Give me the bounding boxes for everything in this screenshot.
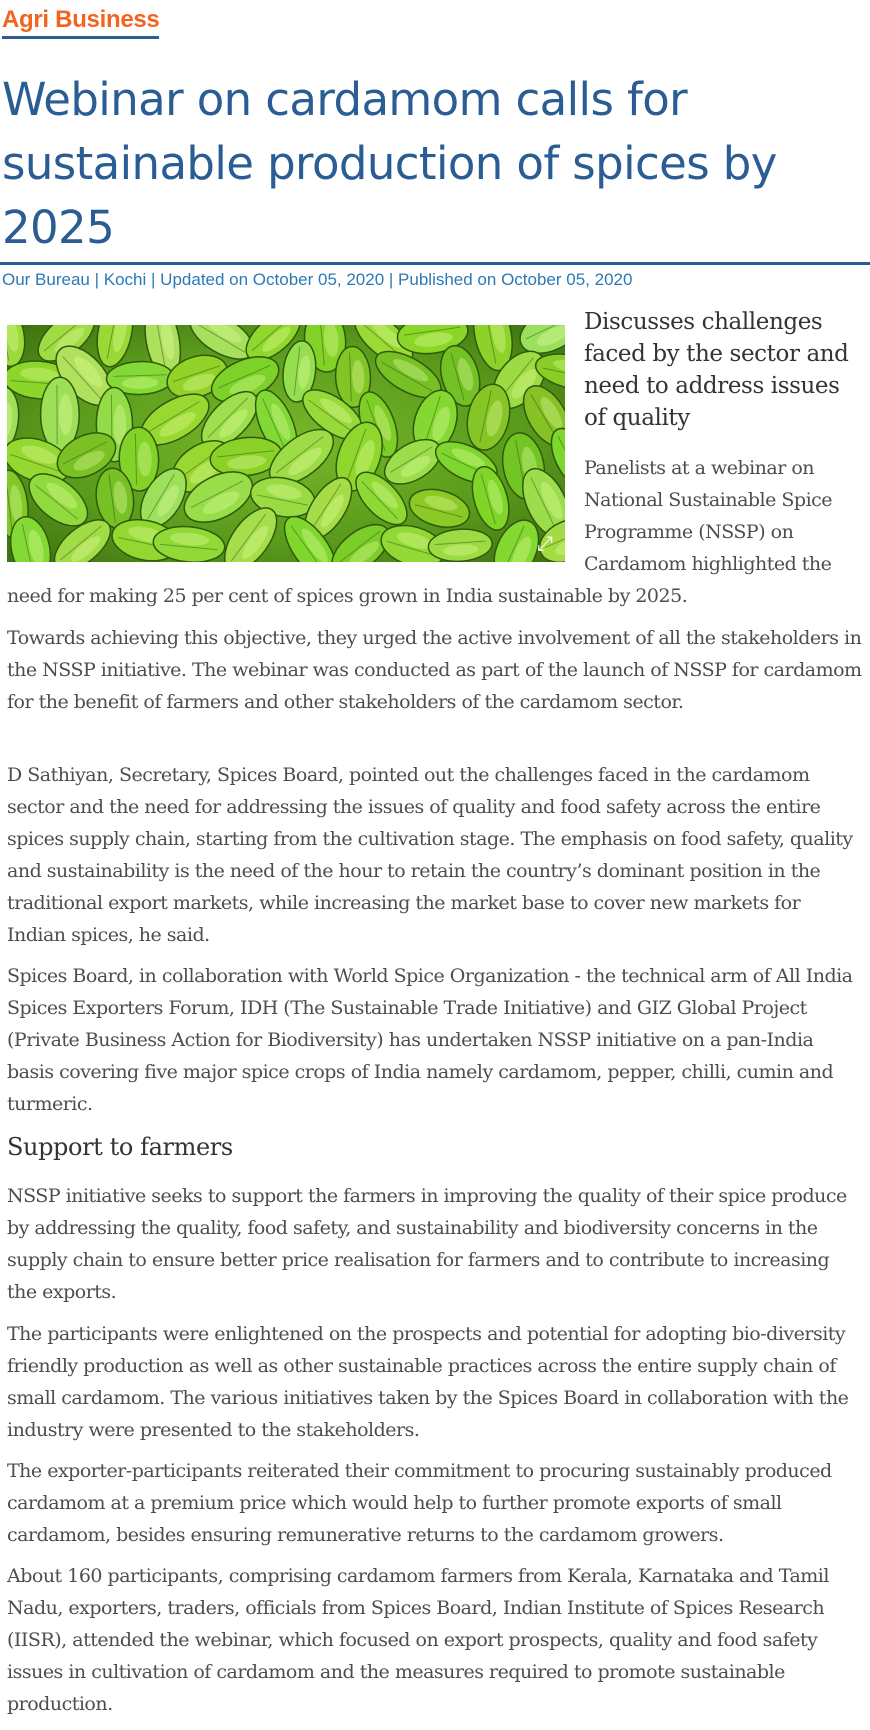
byline-author[interactable]: Our Bureau bbox=[2, 270, 90, 289]
headline-divider bbox=[0, 262, 870, 265]
byline-separator: | bbox=[89, 270, 104, 289]
byline-published: Published on October 05, 2020 bbox=[398, 270, 633, 289]
cardamom-pods-illustration bbox=[7, 325, 565, 562]
article-subhead: Discusses challenges faced by the sector and need to address issues of quality bbox=[584, 309, 849, 431]
byline-separator: | bbox=[384, 270, 399, 289]
section-paragraph: NSSP initiative seeks to support the farmers in improving the quality of their spice produce by addressing the quality, food safety, and sustainability and biodiversity concerns in the supply chain to ensure better price realisation for farmers and to contribute to increasing the exports. bbox=[7, 1185, 847, 1303]
cardamom-pod bbox=[405, 483, 473, 533]
body-paragraph: D Sathiyan, Secretary, Spices Board, pointed out the challenges faced in the cardamom sector and the need for addressing the issues of quality and food safety across the entire spices supply chain, starting from the cultivation stage. The emphasis on food safety, quality and sustainability is the need of the hour to retain the country’s dominant position in the traditional export markets, while increasing the market base to cover new markets for Indian spices, he said. bbox=[7, 764, 853, 946]
category-link[interactable]: Agri Business bbox=[2, 6, 159, 39]
expand-icon[interactable]: ⤢ bbox=[537, 531, 553, 555]
byline-location: Kochi bbox=[103, 270, 147, 289]
cardamom-pod bbox=[427, 527, 493, 562]
lead-paragraph-start: Panelists at a webinar on National Sustainable Spice Programme (NSSP) on Cardamom highlighted the bbox=[584, 457, 833, 575]
section-paragraph: About 160 participants, comprising cardamom farmers from Kerala, Karnataka and Tamil Nadu, exporters, traders, officials from Spices Board, Indian Institute of Spices Research (IISR), attended the webinar, which focused on export prospects, quality and food safety issues in cultivation of cardamom and the measures required to promote sustainable production. bbox=[7, 1565, 829, 1715]
section-paragraph: The exporter-participants reiterated their commitment to procuring sustainably produced cardamom at a premium price which would help to further promote exports of small cardamom, besides ensuring remunerative returns to the cardamom growers. bbox=[7, 1460, 832, 1546]
byline bbox=[2, 269, 862, 291]
byline-separator: | bbox=[146, 270, 161, 289]
section-paragraph: The participants were enlightened on the prospects and potential for adopting bio-diversity friendly production as well as other sustainable practices across the entire supply chain of small cardamom. The various initiatives taken by the Spices Board in collaboration with the industry were presented to the stakeholders. bbox=[7, 1323, 849, 1441]
article-headline: Webinar on cardamom calls for sustainable production of spices by 2025 bbox=[2, 73, 777, 254]
byline-updated: Updated on October 05, 2020 bbox=[160, 270, 385, 289]
article-image[interactable] bbox=[7, 325, 565, 562]
body-paragraph: Spices Board, in collaboration with World Spice Organization - the technical arm of All India Spices Exporters Forum, IDH (The Sustainable Trade Initiative) and GIZ Global Project (Private Business Action for Biodiversity) has undertaken NSSP initiative on a pan-India basis covering five major spice crops of India namely cardamom, pepper, chilli, cumin and turmeric. bbox=[7, 965, 853, 1115]
lead-paragraph-end: need for making 25 per cent of spices grown in India sustainable by 2025. bbox=[7, 585, 688, 607]
body-paragraph: Towards achieving this objective, they urged the active involvement of all the stakeholders in the NSSP initiative. The webinar was conducted as part of the launch of NSSP for cardamom for the benefit of farmers and other stakeholders of the cardamom sector. bbox=[7, 627, 862, 713]
section-heading: Support to farmers bbox=[7, 1133, 233, 1161]
